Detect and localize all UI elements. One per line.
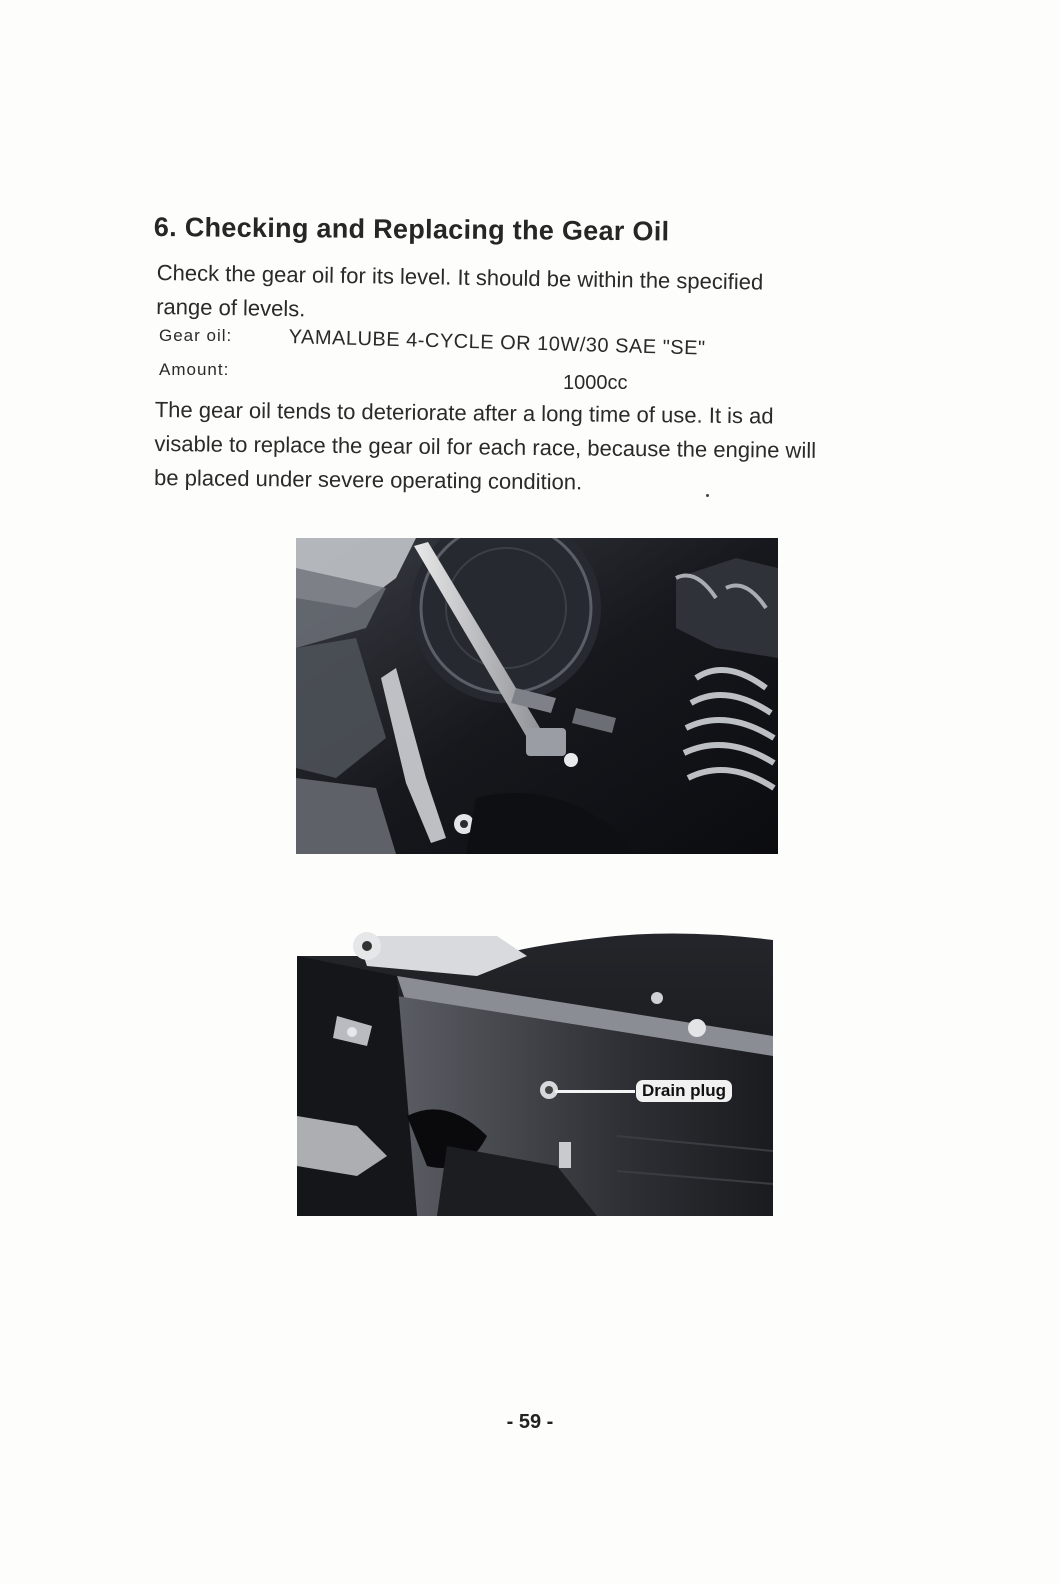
intro-line-1: Check the gear oil for its level. It should be within the specified <box>156 259 764 295</box>
drain-plug-photo <box>297 916 773 1216</box>
paragraph-line-2: visable to replace the gear oil for each race, because the engine will <box>154 430 817 463</box>
drain-plug-leader-line <box>555 1090 635 1093</box>
gear-oil-value: YAMALUBE 4-CYCLE OR 10W/30 SAE "SE" <box>288 326 706 360</box>
gear-oil-label: Gear oil: <box>159 326 233 345</box>
paragraph-line-3: be placed under severe operating condition. <box>153 464 583 495</box>
drain-plug-callout: Drain plug <box>636 1080 732 1102</box>
amount-label: Amount: <box>159 360 230 379</box>
engine-photo <box>296 538 778 854</box>
intro-paragraph <box>156 256 764 334</box>
intro-line-2: range of levels. <box>156 293 306 322</box>
section-title: 6. Checking and Replacing the Gear Oil <box>153 212 670 247</box>
paragraph-line-1: The gear oil tends to deteriorate after a long time of use. It is ad <box>154 396 774 429</box>
page-number: - 59 - <box>506 1411 554 1433</box>
amount-value: 1000cc <box>563 372 628 394</box>
print-speck <box>706 494 709 497</box>
maintenance-paragraph <box>154 393 817 502</box>
